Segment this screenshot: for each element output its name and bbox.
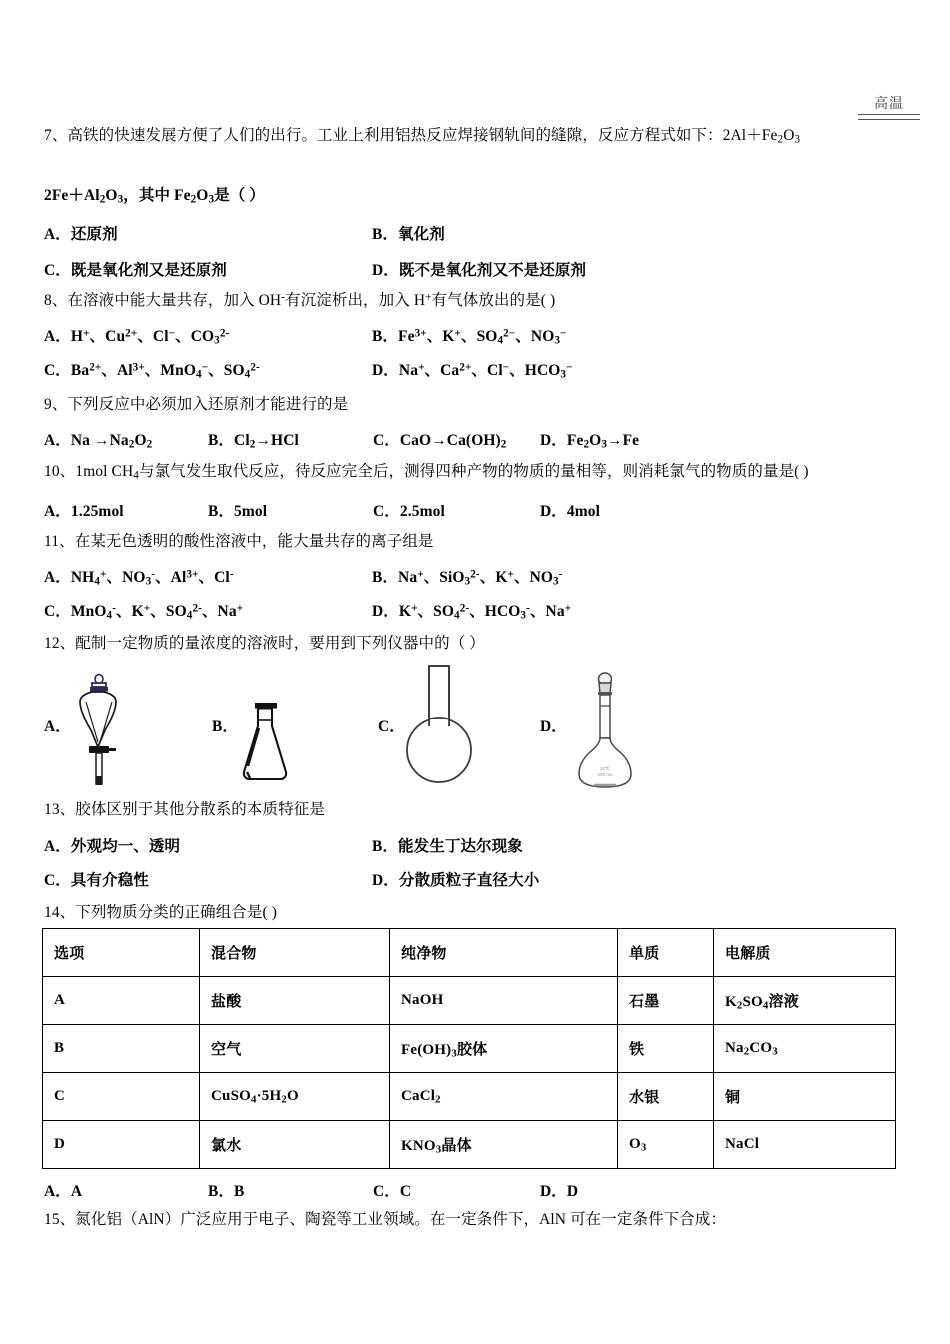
q7-option-b-label: B．	[372, 226, 399, 243]
q7-l2-e: 是（ ）	[214, 187, 265, 204]
question-12-stem: 12、配制一定物质的量浓度的溶液时，要用到下列仪器中的（ ）	[44, 635, 485, 652]
q10-option-c[interactable]	[373, 499, 445, 521]
q13-option-a-label: A．	[44, 838, 71, 855]
round-bottom-flask-icon	[403, 664, 475, 786]
q7-l2-d: O	[196, 187, 209, 204]
separatory-funnel-icon	[68, 672, 130, 788]
q14-option-b-text: B	[234, 1183, 245, 1200]
question-7-stem-line1	[44, 126, 800, 147]
row-b-pure: $Fe(OH)_3$胶体	[390, 1025, 618, 1073]
table-header-row	[43, 929, 896, 977]
q10-stem-a: 10、1mol CH	[44, 463, 134, 480]
q10-option-b-text: 5mol	[234, 503, 268, 520]
q11-option-d[interactable]: D．K+、$SO_4^{2-}$、$HCO_3^-$、Na+	[372, 602, 572, 622]
classification-table	[42, 928, 896, 1169]
table-header-element: 单质	[618, 929, 714, 977]
question-15-stem: 15、氮化铝（AlN）广泛应用于电子、陶瓷等工业领域。在一定条件下，AlN 可在一定条件下合成：	[44, 1211, 727, 1228]
row-a-electrolyte: $K_2SO_4$溶液	[714, 977, 896, 1025]
q14-option-c-label: C．	[373, 1183, 400, 1200]
row-c-pure: CaCl$_2$	[390, 1073, 618, 1121]
q7-l2-sub3: 2	[190, 193, 197, 206]
q14-option-a[interactable]	[44, 1179, 82, 1201]
q7-option-d[interactable]	[372, 258, 586, 280]
q10-stem-b: 与氯气发生取代反应，待反应完全后，测得四种产物的物质的量相等，则消耗氯气的物质的量是( )	[138, 463, 809, 480]
svg-text:20℃: 20℃	[599, 766, 611, 771]
q14-option-b[interactable]	[208, 1179, 245, 1201]
row-b-option: B	[43, 1025, 200, 1073]
q12-option-d-label[interactable]: D．	[540, 718, 567, 735]
q9-option-b[interactable]: B．$Cl_2\to HCl$	[208, 432, 299, 451]
q14-option-a-text: A	[70, 1183, 83, 1200]
q11-option-c[interactable]: C．MnO$_4$-、K+、$SO_4^{2-}$、Na+	[44, 602, 244, 622]
svg-text:250 mL: 250 mL	[597, 772, 613, 777]
q13-option-d-label: D．	[372, 872, 399, 889]
q7-l2-sub1: 2	[99, 193, 106, 206]
reaction-arrow-rule	[858, 114, 920, 120]
q14-option-d-label: D．	[540, 1183, 567, 1200]
q13-option-b[interactable]	[372, 834, 523, 856]
q7-l2-a: 2Fe＋Al	[44, 187, 100, 204]
q7-l2-b: O	[105, 187, 118, 204]
q13-option-c-text: 具有介稳性	[70, 872, 149, 889]
q13-option-b-text: 能发生丁达尔现象	[398, 838, 523, 855]
q11-option-b[interactable]: B．Na+、SiO$_3^{2-}$、K+、$NO_3^-$	[372, 568, 563, 588]
q14-option-a-label: A．	[44, 1183, 71, 1200]
q7-sub-2: 3	[794, 133, 801, 146]
q13-option-b-label: B．	[372, 838, 399, 855]
row-a-pure: NaOH	[390, 977, 618, 1025]
row-b-electrolyte: $Na_2CO_3$	[714, 1025, 896, 1073]
question-10-stem	[44, 462, 809, 483]
q12-option-c-label[interactable]: C．	[378, 718, 405, 735]
table-row	[43, 1073, 896, 1121]
row-a-element: 石墨	[618, 977, 714, 1025]
q14-option-b-label: B．	[208, 1183, 235, 1200]
q13-option-c[interactable]	[44, 868, 149, 890]
row-d-element: $O_3$	[618, 1121, 714, 1169]
q8-option-c[interactable]: C．$Ba^{2+}$、$Al^{3+}$、MnO$_4$−、$SO_4^{2-}$	[44, 361, 260, 381]
q7-mid-o: O	[783, 127, 795, 144]
q7-option-d-text: 既不是氧化剂又不是还原剂	[398, 262, 587, 279]
q10-option-b-label: B．	[208, 503, 235, 520]
table-row	[43, 977, 896, 1025]
q13-option-c-label: C．	[44, 872, 71, 889]
q12-option-b-label[interactable]: B．	[212, 718, 239, 735]
q7-l2-c: ，其中 Fe	[123, 187, 191, 204]
table-row	[43, 1121, 896, 1169]
q8-option-a[interactable]: A．H+、$Cu^{2+}$、Cl−、$CO_3^{2-}$	[44, 327, 230, 347]
table-header-option: 选项	[43, 929, 200, 977]
q8-option-a-label: A．	[44, 328, 71, 345]
q8-option-c-label: C．	[44, 362, 71, 379]
q14-option-d-text: D	[566, 1183, 579, 1200]
q10-option-a-label: A．	[44, 503, 71, 520]
q7-option-b[interactable]	[372, 222, 445, 244]
q7-option-a-text: 还原剂	[70, 226, 118, 243]
row-d-electrolyte: NaCl	[714, 1121, 896, 1169]
q7-l2-sub4: 3	[208, 193, 215, 206]
q9-option-c[interactable]: C．$CaO\to Ca(OH)_2$	[373, 432, 507, 451]
q7-option-a-label: A．	[44, 226, 71, 243]
table-row	[43, 1025, 896, 1073]
q10-option-b[interactable]	[208, 499, 267, 521]
row-c-mixture: $CuSO_4\cdot 5H_2O$	[200, 1073, 390, 1121]
q8-option-d-label: D．	[372, 362, 399, 379]
q8-stem-post: 有气体放出的是( )	[431, 292, 556, 309]
q7-option-b-text: 氧化剂	[398, 226, 445, 243]
q10-option-a-text: 1.25mol	[70, 503, 124, 520]
q8-sup-1: -	[281, 291, 286, 304]
question-9-stem: 9、下列反应中必须加入还原剂才能进行的是	[44, 396, 349, 413]
row-d-option: D	[43, 1121, 200, 1169]
q8-sup-2: +	[425, 291, 432, 304]
q11-option-a[interactable]: A．$NH_4^+$、$NO_3^-$、$Al^{3+}$、Cl-	[44, 568, 234, 588]
q14-option-c[interactable]	[373, 1179, 411, 1201]
q7-option-c-text: 既是氧化剂又是还原剂	[70, 262, 227, 279]
q7-option-c-label: C．	[44, 262, 71, 279]
q12-option-a-label[interactable]: A．	[44, 718, 71, 735]
q7-sub-1: 2	[777, 133, 784, 146]
q8-stem-pre: 8、在溶液中能大量共存，加入 OH	[44, 292, 282, 309]
q7-l2-sub2: 3	[117, 193, 124, 206]
q8-option-b-label: B．	[372, 328, 399, 345]
q8-option-b[interactable]: B．$Fe^{3+}$、K+、$SO_4^{2-}$、$NO_3^-$	[372, 327, 567, 347]
row-a-option: A	[43, 977, 200, 1025]
row-d-mixture: 氯水	[200, 1121, 390, 1169]
table-header-mixture: 混合物	[200, 929, 390, 977]
row-b-element: 铁	[618, 1025, 714, 1073]
row-c-option: C	[43, 1073, 200, 1121]
q7-option-c[interactable]	[44, 258, 227, 280]
q14-option-c-text: C	[399, 1183, 412, 1200]
row-a-mixture: 盐酸	[200, 977, 390, 1025]
row-c-element: 水银	[618, 1073, 714, 1121]
q10-option-a[interactable]	[44, 499, 124, 521]
question-7-stem-line2	[44, 186, 265, 207]
q7-option-d-label: D．	[372, 262, 399, 279]
row-b-mixture: 空气	[200, 1025, 390, 1073]
table-header-pure: 纯净物	[390, 929, 618, 977]
q10-option-d[interactable]	[540, 499, 600, 521]
q10-option-c-text: 2.5mol	[399, 503, 445, 520]
reaction-condition-label: 高温	[874, 97, 904, 112]
row-c-electrolyte: 铜	[714, 1073, 896, 1121]
q10-sub: 4	[133, 469, 139, 482]
q13-option-a-text: 外观均一、透明	[70, 838, 181, 855]
q9-option-a[interactable]: A．$Na \to Na_2O_2$	[44, 432, 153, 451]
q7-stem-text: 7、高铁的快速发展方便了人们的出行。工业上利用铝热反应焊接钢轨间的缝隙，反应方程式如下：2Al＋Fe	[44, 127, 778, 144]
q10-option-d-label: D．	[540, 503, 567, 520]
reaction-condition-q7	[858, 98, 920, 120]
volumetric-flask-icon	[578, 672, 636, 790]
q9-option-d[interactable]: D．$Fe_2O_3\to Fe$	[540, 432, 640, 451]
q10-option-c-label: C．	[373, 503, 400, 520]
q13-option-d-text: 分散质粒子直径大小	[398, 872, 540, 889]
classification-table-wrapper	[42, 928, 895, 1169]
q7-option-a[interactable]	[44, 222, 118, 244]
row-d-pure: $KNO_3$晶体	[390, 1121, 618, 1169]
q14-option-d[interactable]	[540, 1179, 578, 1201]
erlenmeyer-flask-icon	[236, 702, 294, 786]
q10-option-d-text: 4mol	[566, 503, 601, 520]
table-header-electrolyte: 电解质	[714, 929, 896, 977]
q13-option-a[interactable]	[44, 834, 180, 856]
q8-stem-mid: 有沉淀析出，加入 H	[285, 292, 426, 309]
q8-option-d[interactable]: D．Na+、$Ca^{2+}$、Cl−、$HCO_3^-$	[372, 361, 573, 381]
question-13-stem: 13、胶体区别于其他分散系的本质特征是	[44, 801, 325, 818]
question-14-stem: 14、下列物质分类的正确组合是( )	[44, 904, 277, 921]
question-11-stem: 11、在某无色透明的酸性溶液中，能大量共存的离子组是	[44, 533, 434, 550]
q13-option-d[interactable]	[372, 868, 539, 890]
question-8-stem	[44, 291, 555, 310]
